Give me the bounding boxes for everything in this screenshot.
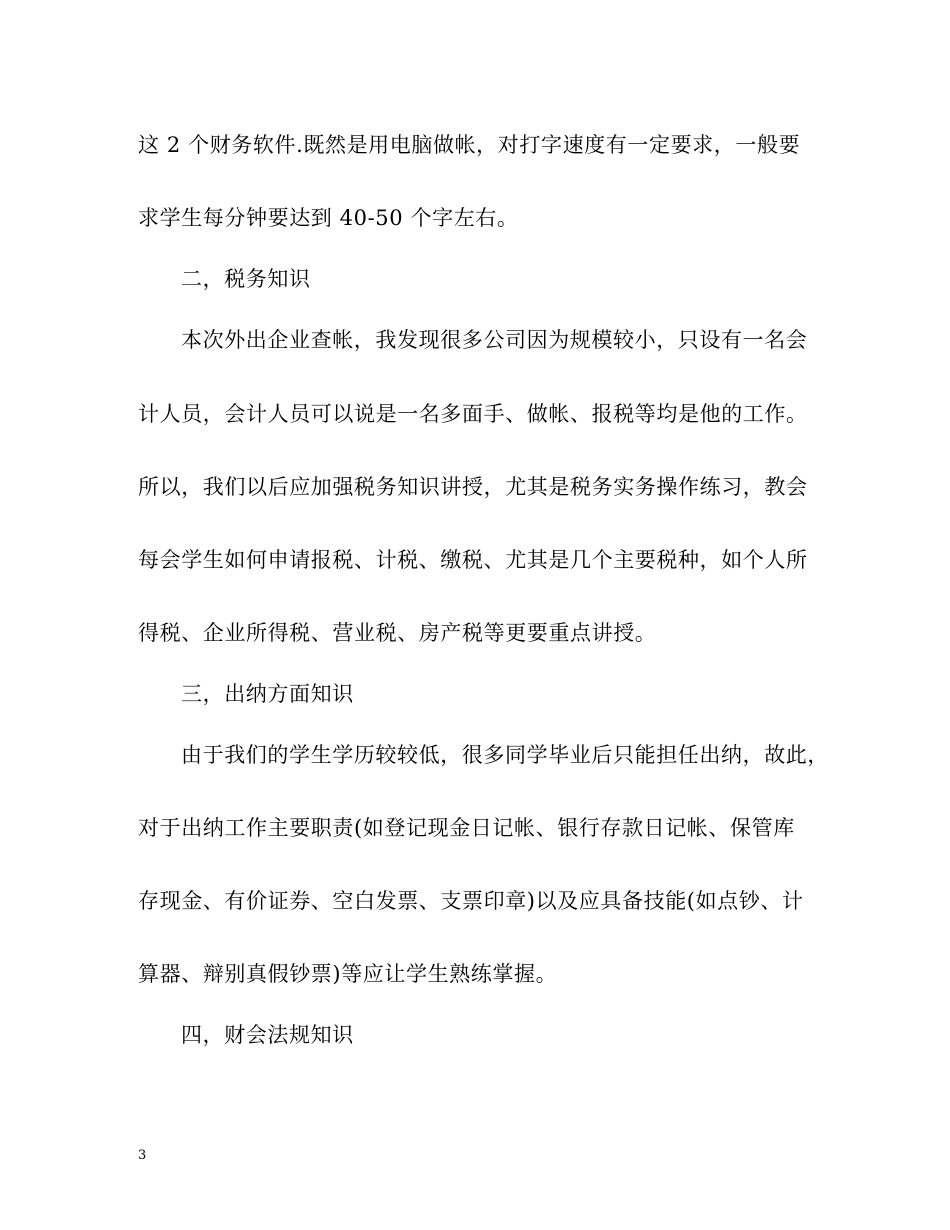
body-text-line: 这 2 个财务软件.既然是用电脑做帐，对打字速度有一定要求，一般要 [138,133,801,157]
section-heading-regulations: 四，财会法规知识 [181,1023,354,1047]
section-heading-cashier: 三，出纳方面知识 [181,682,354,706]
body-text-line: 算器、辩别真假钞票)等应让学生熟练掌握。 [138,962,558,986]
body-text-line: 得税、企业所得税、营业税、房产税等更要重点讲授。 [138,621,657,645]
body-text-line: 本次外出企业查帐，我发现很多公司因为规模较小，只设有一名会 [181,328,808,352]
body-text-line: 对于出纳工作主要职责(如登记现金日记帐、银行存款日记帐、保管库 [138,816,795,840]
body-text-line: 由于我们的学生学历较较低，很多同学毕业后只能担任出纳，故此， [181,743,829,767]
body-text-line: 所以，我们以后应加强税务知识讲授，尤其是税务实务操作练习，教会 [138,475,808,499]
body-text-line: 求学生每分钟要达到 40-50 个字左右。 [138,206,519,230]
section-heading-tax: 二，税务知识 [181,267,311,291]
body-text-line: 计人员，会计人员可以说是一名多面手、做帐、报税等均是他的工作。 [138,402,808,426]
body-text-line: 每会学生如何申请报税、计税、缴税、尤其是几个主要税种，如个人所 [138,548,808,572]
body-text-line: 存现金、有价证券、空白发票、支票印章)以及应具备技能(如点钞、计 [138,889,804,913]
page-number: 3 [138,1148,147,1163]
